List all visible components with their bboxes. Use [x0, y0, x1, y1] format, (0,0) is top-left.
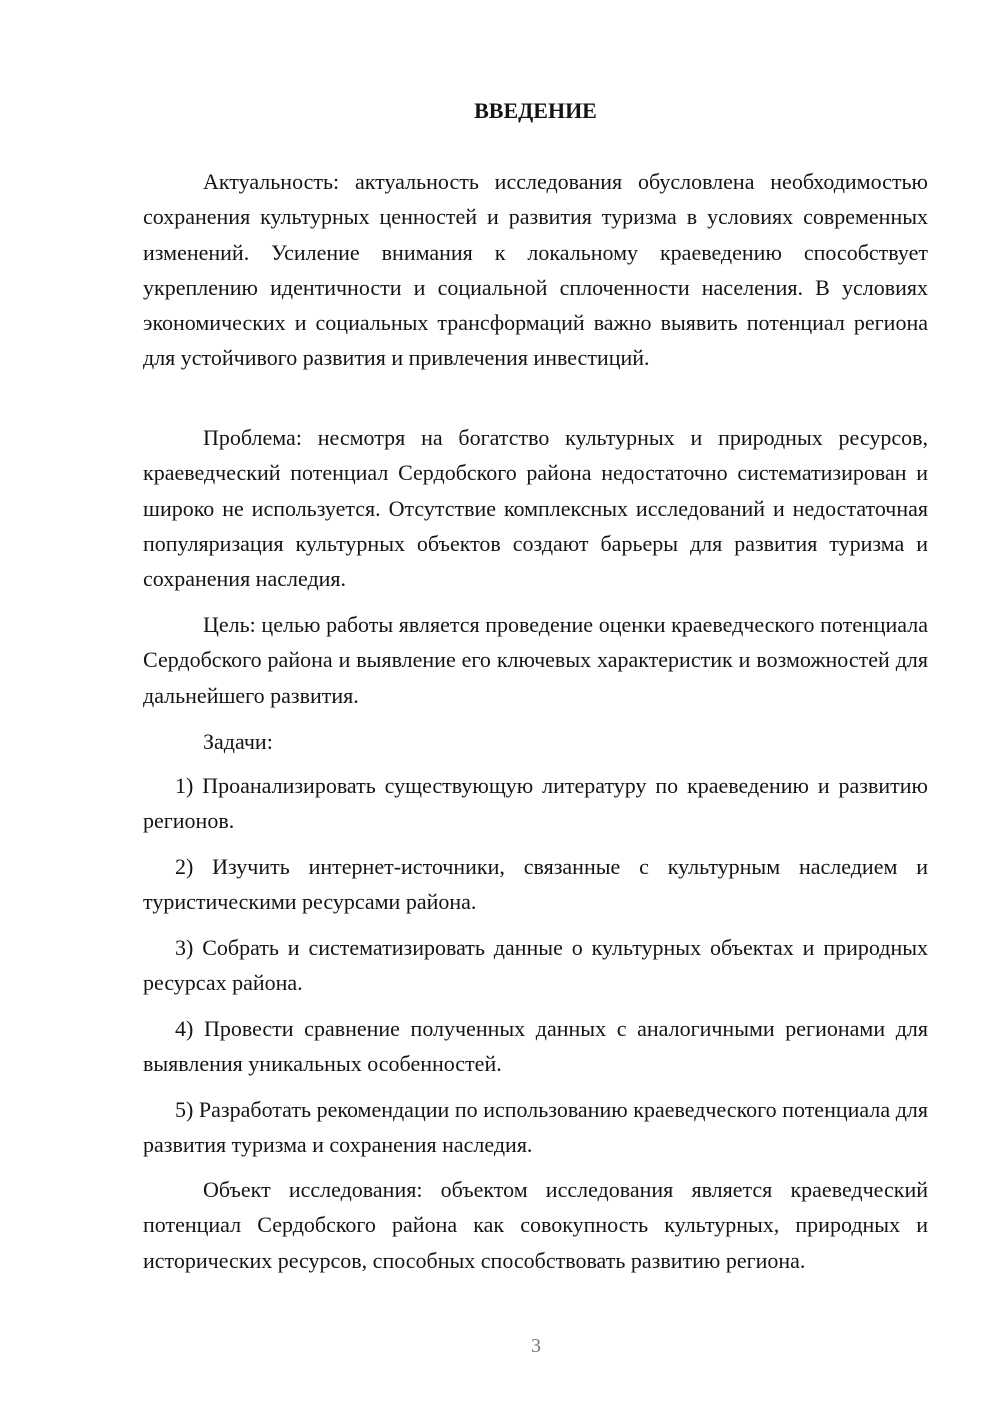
tasks-heading: Задачи:: [203, 729, 273, 754]
task-item: 5) Разработать рекомендации по использованию краеведческого потенциала для развития туризма и сохранения наследия.: [143, 1097, 928, 1158]
task-item: 2) Изучить интернет-источники, связанные с культурным наследием и туристическими ресурсами района.: [143, 854, 928, 915]
problem-paragraph: Проблема: несмотря на богатство культурных и природных ресурсов, краеведческий потенциал Сердобского района недостаточно систематизирован и широко не используется. Отсутствие комплексных исследований и недостаточная популяризация культурных объектов создают барьеры для развития туризма и сохранения наследия.: [143, 425, 928, 592]
section-title: ВВЕДЕНИЕ: [474, 98, 597, 123]
task-item: 1) Проанализировать существующую литературу по краеведению и развитию регионов.: [143, 773, 928, 834]
object-paragraph: Объект исследования: объектом исследования является краеведческий потенциал Сердобского района как совокупность культурных, природных и исторических ресурсов, способных способствовать развитию региона.: [143, 1177, 928, 1273]
page-number: 3: [531, 1335, 541, 1357]
goal-paragraph: Цель: целью работы является проведение оценки краеведческого потенциала Сердобского района и выявление его ключевых характеристик и возможностей для дальнейшего развития.: [143, 612, 928, 708]
task-item: 4) Провести сравнение полученных данных с аналогичными регионами для выявления уникальных особенностей.: [143, 1016, 928, 1077]
relevance-paragraph: Актуальность: актуальность исследования обусловлена необходимостью сохранения культурных ценностей и развития туризма в условиях современных изменений. Усиление внимания к локальному краеведению способствует укреплению идентичности и социальной сплоченности населения. В условиях экономических и социальных трансформаций важно выявить потенциал региона для устойчивого развития и привлечения инвестиций.: [143, 169, 928, 371]
task-item: 3) Собрать и систематизировать данные о культурных объектах и природных ресурсах района.: [143, 935, 928, 996]
